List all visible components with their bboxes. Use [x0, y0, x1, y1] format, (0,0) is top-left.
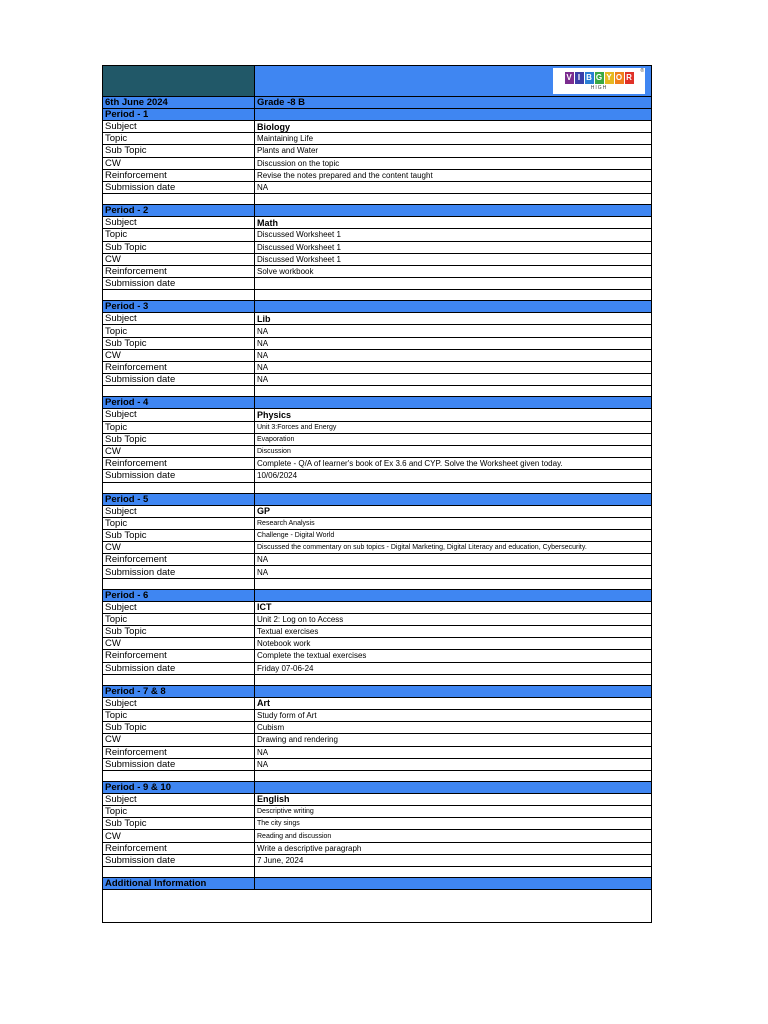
- spacer-row: [103, 770, 652, 781]
- field-value-subject: Lib: [255, 313, 652, 325]
- field-label: Reinforcement: [103, 169, 255, 181]
- period-field-row: [103, 662, 652, 674]
- spacer-row: [103, 386, 652, 397]
- period-field-row: [103, 337, 652, 349]
- period-header-row: [103, 589, 652, 601]
- period-title-blank: [255, 301, 652, 313]
- field-value-reinforcement: NA: [255, 746, 652, 758]
- field-label: Topic: [103, 229, 255, 241]
- spacer-row: [103, 867, 652, 878]
- field-label: Submission date: [103, 278, 255, 290]
- field-label: Submission date: [103, 470, 255, 482]
- field-value-sub-topic: Evaporation: [255, 433, 652, 445]
- field-value-subject: English: [255, 793, 652, 805]
- field-label: Reinforcement: [103, 362, 255, 374]
- field-value-cw: Reading and discussion: [255, 830, 652, 842]
- period-field-row: [103, 325, 652, 337]
- period-title: Period - 4: [103, 397, 255, 409]
- period-field-row: [103, 349, 652, 361]
- period-title-blank: [255, 397, 652, 409]
- field-label: Sub Topic: [103, 722, 255, 734]
- spacer-row: [103, 482, 652, 493]
- logo-letter: G: [595, 72, 603, 82]
- logo-letter: B: [586, 72, 592, 82]
- field-label: Submission date: [103, 374, 255, 386]
- period-field-row: [103, 601, 652, 613]
- logo-letter: R: [626, 72, 632, 82]
- field-label: Sub Topic: [103, 337, 255, 349]
- field-value-topic: Descriptive writing: [255, 806, 652, 818]
- field-value-topic: Research Analysis: [255, 517, 652, 529]
- period-header-row: [103, 205, 652, 217]
- field-label: Sub Topic: [103, 818, 255, 830]
- field-label: CW: [103, 349, 255, 361]
- field-label: Topic: [103, 806, 255, 818]
- field-value-reinforcement: NA: [255, 554, 652, 566]
- logo-letter: Y: [606, 72, 612, 82]
- field-value-submission: 10/06/2024: [255, 470, 652, 482]
- period-field-row: [103, 566, 652, 578]
- logo-registered-mark: ®: [640, 68, 644, 74]
- period-title: Period - 1: [103, 109, 255, 121]
- period-field-row: [103, 638, 652, 650]
- spacer-cell: [255, 674, 652, 685]
- period-header-row: [103, 301, 652, 313]
- field-label: Submission date: [103, 181, 255, 193]
- spacer-row: [103, 578, 652, 589]
- field-value-topic: Maintaining Life: [255, 133, 652, 145]
- spacer-row: [103, 674, 652, 685]
- period-field-row: [103, 842, 652, 854]
- spacer-cell: [255, 578, 652, 589]
- additional-info-title: Additional Information: [103, 878, 255, 890]
- timetable-sheet: [102, 65, 652, 923]
- spacer-cell: [103, 770, 255, 781]
- field-label: Sub Topic: [103, 241, 255, 253]
- date-grade-row: [103, 97, 652, 109]
- field-label: Topic: [103, 325, 255, 337]
- field-value-submission: 7 June, 2024: [255, 854, 652, 866]
- spacer-row: [103, 290, 652, 301]
- spacer-cell: [103, 578, 255, 589]
- period-field-row: [103, 409, 652, 421]
- period-field-row: [103, 458, 652, 470]
- field-value-cw: Discussed the commentary on sub topics - Digital Marketing, Digital Literacy and education, Cybersecurity.: [255, 542, 652, 554]
- field-value-topic: NA: [255, 325, 652, 337]
- spacer-cell: [255, 194, 652, 205]
- field-value-subject: Math: [255, 217, 652, 229]
- period-field-row: [103, 374, 652, 386]
- period-title: Period - 6: [103, 589, 255, 601]
- school-logo: [553, 68, 645, 94]
- field-label: Subject: [103, 505, 255, 517]
- field-label: Submission date: [103, 662, 255, 674]
- field-label: Sub Topic: [103, 529, 255, 541]
- logo-letter: V: [566, 72, 572, 82]
- additional-info-content-row: [103, 890, 652, 923]
- field-value-reinforcement: Solve workbook: [255, 265, 652, 277]
- field-label: Topic: [103, 517, 255, 529]
- spacer-cell: [255, 867, 652, 878]
- period-title: Period - 7 & 8: [103, 685, 255, 697]
- period-field-row: [103, 278, 652, 290]
- additional-info-header-row: [103, 878, 652, 890]
- field-value-sub-topic: Textual exercises: [255, 626, 652, 638]
- field-value-cw: Discussed Worksheet 1: [255, 253, 652, 265]
- field-value-reinforcement: Revise the notes prepared and the content taught: [255, 169, 652, 181]
- period-field-row: [103, 554, 652, 566]
- field-value-submission: Friday 07-06-24: [255, 662, 652, 674]
- period-field-row: [103, 626, 652, 638]
- period-field-row: [103, 758, 652, 770]
- period-field-row: [103, 830, 652, 842]
- field-label: Subject: [103, 121, 255, 133]
- field-label: CW: [103, 542, 255, 554]
- period-field-row: [103, 181, 652, 193]
- field-value-sub-topic: Challenge - Digital World: [255, 529, 652, 541]
- field-value-submission: NA: [255, 758, 652, 770]
- logo-subtext: HIGH: [590, 84, 608, 91]
- spacer-cell: [255, 482, 652, 493]
- period-field-row: [103, 265, 652, 277]
- spacer-cell: [103, 290, 255, 301]
- field-value-subject: Art: [255, 697, 652, 709]
- spacer-cell: [255, 386, 652, 397]
- field-value-cw: Discussion on the topic: [255, 157, 652, 169]
- period-field-row: [103, 169, 652, 181]
- period-field-row: [103, 421, 652, 433]
- field-label: Topic: [103, 709, 255, 721]
- period-field-row: [103, 709, 652, 721]
- additional-info-title-blank: [255, 878, 652, 890]
- field-label: Reinforcement: [103, 842, 255, 854]
- period-header-row: [103, 109, 652, 121]
- period-field-row: [103, 217, 652, 229]
- field-label: Subject: [103, 217, 255, 229]
- header-teal-cell: [103, 66, 255, 97]
- field-label: Sub Topic: [103, 626, 255, 638]
- period-field-row: [103, 229, 652, 241]
- field-value-cw: Notebook work: [255, 638, 652, 650]
- field-label: Submission date: [103, 566, 255, 578]
- period-field-row: [103, 542, 652, 554]
- spacer-row: [103, 194, 652, 205]
- period-field-row: [103, 445, 652, 457]
- field-value-sub-topic: Plants and Water: [255, 145, 652, 157]
- field-label: Subject: [103, 313, 255, 325]
- period-field-row: [103, 854, 652, 866]
- spacer-cell: [255, 290, 652, 301]
- spacer-cell: [255, 770, 652, 781]
- period-field-row: [103, 517, 652, 529]
- field-label: Subject: [103, 793, 255, 805]
- field-value-reinforcement: Write a descriptive paragraph: [255, 842, 652, 854]
- field-label: Subject: [103, 601, 255, 613]
- field-label: Sub Topic: [103, 145, 255, 157]
- field-value-submission: NA: [255, 374, 652, 386]
- field-value-sub-topic: The city sings: [255, 818, 652, 830]
- period-field-row: [103, 746, 652, 758]
- field-label: Reinforcement: [103, 265, 255, 277]
- spacer-cell: [103, 674, 255, 685]
- field-value-cw: NA: [255, 349, 652, 361]
- additional-info-content: [103, 890, 652, 923]
- spacer-cell: [103, 482, 255, 493]
- field-label: CW: [103, 830, 255, 842]
- field-label: CW: [103, 253, 255, 265]
- period-title-blank: [255, 781, 652, 793]
- period-header-row: [103, 493, 652, 505]
- logo-letter: I: [575, 72, 584, 84]
- period-field-row: [103, 157, 652, 169]
- period-field-row: [103, 253, 652, 265]
- period-field-row: [103, 806, 652, 818]
- field-value-subject: Physics: [255, 409, 652, 421]
- period-field-row: [103, 650, 652, 662]
- header-logo-cell: [255, 66, 652, 97]
- field-value-reinforcement: Complete - Q/A of learner's book of Ex 3.6 and CYP. Solve the Worksheet given today.: [255, 458, 652, 470]
- period-field-row: [103, 818, 652, 830]
- period-title: Period - 9 & 10: [103, 781, 255, 793]
- field-value-reinforcement: Complete the textual exercises: [255, 650, 652, 662]
- logo-letter: O: [615, 72, 623, 82]
- date-cell: 6th June 2024: [103, 97, 255, 109]
- period-field-row: [103, 505, 652, 517]
- field-label: Reinforcement: [103, 650, 255, 662]
- field-value-subject: ICT: [255, 601, 652, 613]
- period-field-row: [103, 613, 652, 625]
- field-value-sub-topic: NA: [255, 337, 652, 349]
- field-label: Topic: [103, 421, 255, 433]
- period-header-row: [103, 685, 652, 697]
- period-title-blank: [255, 205, 652, 217]
- field-label: Topic: [103, 133, 255, 145]
- period-header-row: [103, 397, 652, 409]
- field-value-sub-topic: Discussed Worksheet 1: [255, 241, 652, 253]
- period-field-row: [103, 145, 652, 157]
- field-label: Submission date: [103, 854, 255, 866]
- period-field-row: [103, 697, 652, 709]
- period-title-blank: [255, 109, 652, 121]
- field-value-submission: NA: [255, 181, 652, 193]
- field-value-reinforcement: NA: [255, 362, 652, 374]
- header-row: [103, 66, 652, 97]
- field-value-topic: Unit 2: Log on to Access: [255, 613, 652, 625]
- field-value-cw: Discussion: [255, 445, 652, 457]
- field-value-submission: NA: [255, 566, 652, 578]
- spacer-cell: [103, 867, 255, 878]
- spacer-cell: [103, 386, 255, 397]
- field-label: Reinforcement: [103, 746, 255, 758]
- period-field-row: [103, 433, 652, 445]
- field-label: Topic: [103, 613, 255, 625]
- spacer-cell: [103, 194, 255, 205]
- period-field-row: [103, 362, 652, 374]
- period-field-row: [103, 734, 652, 746]
- period-field-row: [103, 529, 652, 541]
- grade-cell: Grade -8 B: [255, 97, 652, 109]
- field-label: CW: [103, 734, 255, 746]
- period-field-row: [103, 121, 652, 133]
- period-title-blank: [255, 493, 652, 505]
- period-title-blank: [255, 685, 652, 697]
- field-value-topic: Study form of Art: [255, 709, 652, 721]
- field-value-topic: Discussed Worksheet 1: [255, 229, 652, 241]
- field-label: Subject: [103, 697, 255, 709]
- field-label: Reinforcement: [103, 554, 255, 566]
- field-value-cw: Drawing and rendering: [255, 734, 652, 746]
- period-field-row: [103, 313, 652, 325]
- field-label: Submission date: [103, 758, 255, 770]
- field-label: Sub Topic: [103, 433, 255, 445]
- period-title-blank: [255, 589, 652, 601]
- period-field-row: [103, 793, 652, 805]
- field-label: CW: [103, 445, 255, 457]
- logo-letters: [565, 72, 634, 84]
- field-label: Reinforcement: [103, 458, 255, 470]
- field-value-subject: Biology: [255, 121, 652, 133]
- period-field-row: [103, 241, 652, 253]
- period-field-row: [103, 722, 652, 734]
- field-value-topic: Unit 3:Forces and Energy: [255, 421, 652, 433]
- field-label: CW: [103, 157, 255, 169]
- field-value-sub-topic: Cubism: [255, 722, 652, 734]
- field-value-submission: [255, 278, 652, 290]
- field-value-subject: GP: [255, 505, 652, 517]
- period-field-row: [103, 133, 652, 145]
- period-header-row: [103, 781, 652, 793]
- period-title: Period - 2: [103, 205, 255, 217]
- period-title: Period - 3: [103, 301, 255, 313]
- period-field-row: [103, 470, 652, 482]
- period-title: Period - 5: [103, 493, 255, 505]
- field-label: CW: [103, 638, 255, 650]
- field-label: Subject: [103, 409, 255, 421]
